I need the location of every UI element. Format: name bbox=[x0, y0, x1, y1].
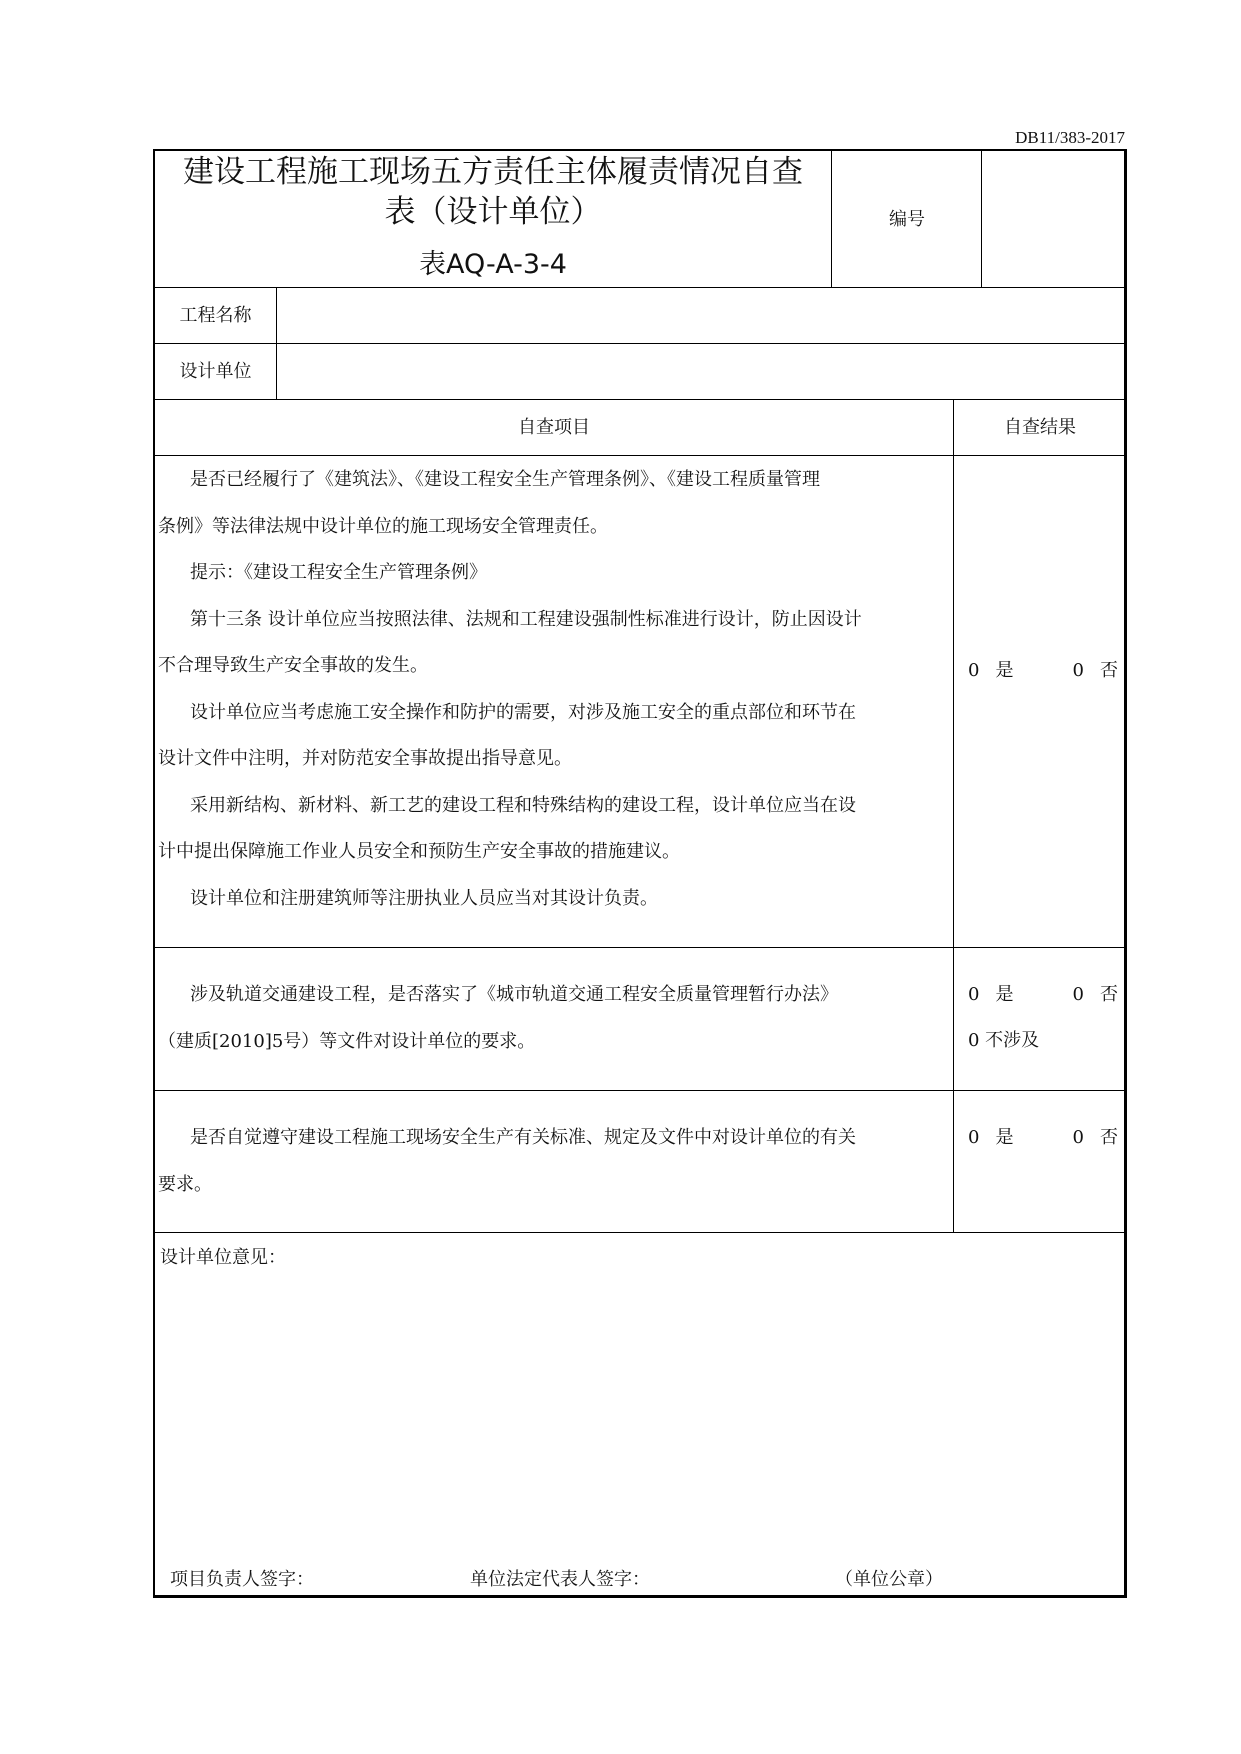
yes-label: 是 bbox=[995, 984, 1014, 1005]
divider bbox=[153, 399, 1127, 400]
project-name-field[interactable] bbox=[278, 289, 1125, 342]
yes-option[interactable] bbox=[968, 1115, 1013, 1161]
project-name-label: 工程名称 bbox=[179, 305, 252, 326]
divider bbox=[153, 1232, 1127, 1233]
form-title bbox=[155, 152, 831, 232]
checkbox-mark: 0 bbox=[1072, 984, 1084, 1005]
legal-rep-signature: 单位法定代表人签字： bbox=[470, 1569, 650, 1590]
item-line: 条例》等法律法规中设计单位的施工现场安全管理责任。 bbox=[158, 515, 608, 537]
divider bbox=[153, 343, 1127, 344]
number-label: 编号 bbox=[889, 209, 925, 230]
not-applicable-option[interactable]: 0 不涉及 bbox=[968, 1030, 1040, 1051]
item-line: 第十三条 设计单位应当按照法律、法规和工程建设强制性标准进行设计，防止因设计 bbox=[190, 608, 862, 630]
checkbox-mark: 0 bbox=[968, 1127, 980, 1148]
item-line: 是否已经履行了《建筑法》、《建设工程安全生产管理条例》、《建设工程质量管理 bbox=[190, 469, 820, 490]
no-label: 否 bbox=[1100, 660, 1118, 681]
form-number: 表AQ-A-3-4 bbox=[419, 249, 567, 280]
checkbox-mark: 0 bbox=[968, 984, 980, 1005]
unit-seal: （单位公章） bbox=[835, 1569, 943, 1590]
no-option[interactable] bbox=[1073, 972, 1118, 1018]
item-line: 提示：《建设工程安全生产管理条例》 bbox=[190, 562, 487, 583]
checkbox-mark: 0 bbox=[1072, 660, 1084, 681]
yes-option[interactable] bbox=[968, 972, 1013, 1018]
item-line: 设计单位应当考虑施工安全操作和防护的需要，对涉及施工安全的重点部位和环节在 bbox=[190, 701, 856, 723]
item-line: 设计文件中注明，并对防范安全事故提出指导意见。 bbox=[158, 748, 572, 769]
item-line: 设计单位和注册建筑师等注册执业人员应当对其设计负责。 bbox=[190, 887, 658, 909]
items-header: 自查项目 bbox=[518, 417, 590, 438]
item-line: （建质[2010]5号）等文件对设计单位的要求。 bbox=[158, 1030, 536, 1052]
yes-label: 是 bbox=[995, 1127, 1014, 1148]
no-option[interactable] bbox=[1073, 1115, 1118, 1161]
divider bbox=[153, 287, 1127, 288]
check-item-2 bbox=[158, 972, 948, 1065]
design-unit-label: 设计单位 bbox=[179, 361, 252, 382]
result-header: 自查结果 bbox=[1004, 417, 1076, 438]
item-line: 是否自觉遵守建设工程施工现场安全生产有关标准、规定及文件中对设计单位的有关 bbox=[190, 1127, 856, 1148]
item-line: 采用新结构、新材料、新工艺的建设工程和特殊结构的建设工程，设计单位应当在设 bbox=[190, 794, 856, 816]
title-line-2: 表（设计单位） bbox=[384, 194, 602, 230]
divider bbox=[831, 149, 832, 287]
item-line: 要求。 bbox=[158, 1173, 212, 1195]
divider bbox=[153, 455, 1127, 456]
opinion-field[interactable] bbox=[156, 1272, 1124, 1552]
standard-code: DB11/383-2017 bbox=[1015, 128, 1125, 147]
no-option[interactable] bbox=[1073, 648, 1118, 694]
no-label: 否 bbox=[1100, 984, 1118, 1005]
divider bbox=[981, 149, 982, 287]
opinion-label: 设计单位意见： bbox=[160, 1247, 286, 1268]
checkbox-mark: 0 bbox=[968, 660, 980, 681]
divider bbox=[953, 399, 954, 1232]
checkbox-mark: 0 bbox=[1072, 1127, 1084, 1148]
result-item-2 bbox=[968, 972, 1118, 1064]
no-label: 否 bbox=[1100, 1127, 1118, 1148]
item-line: 涉及轨道交通建设工程，是否落实了《城市轨道交通工程安全质量管理暂行办法》 bbox=[190, 984, 838, 1005]
result-item-1 bbox=[968, 648, 1118, 694]
item-line: 计中提出保障施工作业人员安全和预防生产安全事故的措施建议。 bbox=[158, 841, 680, 862]
divider bbox=[153, 947, 1127, 948]
result-item-3 bbox=[968, 1115, 1118, 1161]
yes-option[interactable] bbox=[968, 648, 1013, 694]
design-unit-field[interactable] bbox=[278, 345, 1125, 398]
divider bbox=[153, 1090, 1127, 1091]
number-value-cell[interactable] bbox=[983, 151, 1125, 286]
item-line: 不合理导致生产安全事故的发生。 bbox=[158, 655, 428, 676]
project-leader-signature: 项目负责人签字： bbox=[170, 1569, 314, 1590]
check-item-1 bbox=[158, 457, 948, 922]
yes-label: 是 bbox=[995, 660, 1014, 681]
title-line-1: 建设工程施工现场五方责任主体履责情况自查 bbox=[183, 154, 803, 190]
check-item-3 bbox=[158, 1115, 948, 1208]
